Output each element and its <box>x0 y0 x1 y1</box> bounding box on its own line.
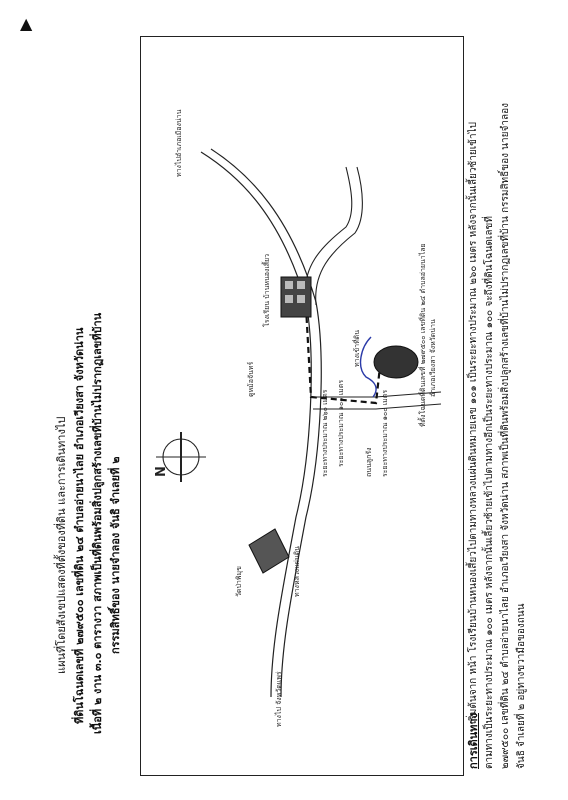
main-road-edge-b <box>211 149 321 697</box>
location-map <box>141 37 463 775</box>
header-area-info: เนื้อที่ ๒ งาน ๓.๐ ตารางวา สภาพเป็นที่ดินพร้อมสิ่งปลูกสร้างเลขที่บ้านไม่ปรากฏเลขที่บ้าน <box>91 312 104 734</box>
school-label: โรงเรียน บ้านหนองเสี้ยว <box>263 253 271 327</box>
header-title: แผนที่โดยสังเขปแสดงที่ตั้งของที่ดิน และการเดินทางไป <box>55 416 68 674</box>
distance-100b-label: ระยะทางประมาณ ๑๐๐ เมตร <box>381 389 389 477</box>
distance-100-label: ระยะทางประมาณ ๑๐๐ เมตร <box>337 379 345 467</box>
dirt-road-label: ถนนลูกรัง <box>365 447 373 477</box>
directions-line-2: ตามทางเป็นระยะทางประมาณ ๑๐๐ เมตร หลังจากนั้นเลี้ยวซ้ายเข้าไปตามทางอีกเป็นระยะทางประมาณ ๑๐๐ จะถึงที่ดินโฉนดเลขที่ <box>484 216 495 769</box>
directions-title: การเดินทาง <box>467 713 480 769</box>
branch-road-edge-b <box>316 167 363 305</box>
highway-label: ทางหลวงแผ่นดิน <box>293 546 301 597</box>
distance-260-label: ระยะทางประมาณ ๒๖๐ เมตร <box>321 389 329 477</box>
north-label: N <box>154 466 169 477</box>
plot-marker <box>374 346 418 378</box>
directions-line-1: เริ่มต้นจาก หน้า โรงเรียนบ้านหนองเสี้ยวไปตามทางหลวงแผ่นดินหมายเลข ๑๐๑ เป็นระยะทางประมาณ ๒๖๐ เมตร หลังจากนั้นเลี้ยวซ้ายเข้าไป <box>468 122 479 724</box>
header-plot-info: ที่ดินโฉนดเลขที่ ๒๗๙๕๐๐ เลขที่ดิน ๒๔ ตำบลอ่ายนาไลย อำเภอเวียงสา จังหวัดน่าน <box>73 327 86 724</box>
plot-location-label: ที่ตั้งโฉนดที่ดินเลขที่ ๒๗๙๕๐๐ เลขที่ดิน ๒๔ ตำบลอ่ายนาไลย <box>419 243 427 427</box>
travel-directions <box>464 34 536 770</box>
road-to-city-label: ทางไปอำเภอเมืองน่าน <box>175 109 183 177</box>
corner-mark: ▲ <box>20 14 33 33</box>
directions-line-4: จันธิ จำเลยที่ ๒ อยู่ทางขวามือของถนน <box>516 603 527 769</box>
road-to-province-label: ทางไป จังหวัดแพร่ <box>275 671 283 727</box>
entrance-label: ทางเข้าที่ดิน <box>353 329 361 367</box>
branch-road-edge-a <box>305 167 352 302</box>
document-header <box>46 34 140 770</box>
temple-label: วัดป่าพิมุข <box>235 566 243 597</box>
header-owner-info: กรรมสิทธิ์ของ นายจำลอง จันธิ จำเลยที่ ๒ <box>109 456 122 654</box>
pen-mark <box>361 337 377 397</box>
junction-label: ดูหม้อจันทร์ <box>247 361 255 397</box>
temple-building <box>249 529 289 573</box>
school-building <box>281 277 311 317</box>
main-road-edge-a <box>201 152 311 697</box>
plot-location-label-2: อำเภอเวียงสา จังหวัดน่าน <box>429 319 437 397</box>
directions-line-3: ๒๗๙๕๐๐ เลขที่ดิน ๒๔ ตำบลอ่ายนาไลย อำเภอเวียงสา จังหวัดน่าน สภาพเป็นที่ดินพร้อมสิ่งปลูกสร้างเลขที่บ้านไม่ปรากฏเลขที่บ้าน กรรมสิทธิ์ของ นายจำลอง <box>500 103 511 769</box>
